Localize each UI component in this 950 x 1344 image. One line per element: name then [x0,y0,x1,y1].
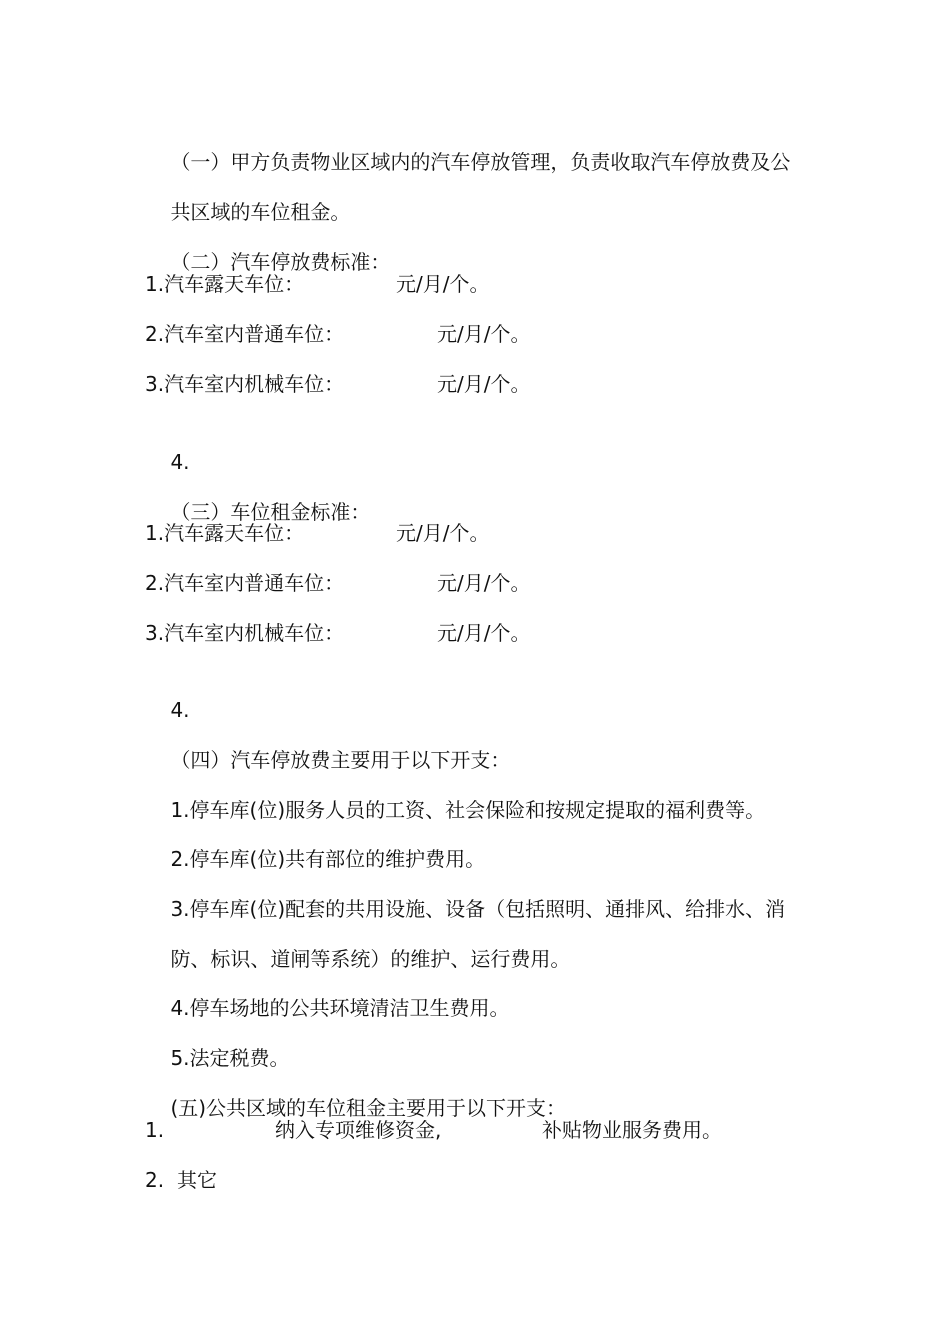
label: 1.汽车露天车位： [145,521,305,545]
unit: 元/月/个。 [437,372,531,396]
text-part-2: 补贴物业服务费用。 [542,1118,722,1142]
rent-indoor-mechanical [145,619,565,647]
label: 3.汽车室内机械车位： [145,372,345,396]
rent-use-item-1 [145,1116,785,1144]
text: 5.法定税费。 [170,1046,290,1070]
text: 1.停车库(位)服务人员的工资、社会保险和按规定提取的福利费等。 [170,798,766,822]
text: 共区域的车位租金。 [170,200,351,224]
label: 1.汽车露天车位： [145,272,305,296]
text: 4.停车场地的公共环境清洁卫生费用。 [170,996,510,1020]
text: 防、标识、道闸等系统）的维护、运行费用。 [170,947,571,971]
unit: 元/月/个。 [396,521,490,545]
text: 4. [170,450,190,474]
unit: 元/月/个。 [396,272,490,296]
rent-use-item-2 [145,1166,345,1194]
label: 2.汽车室内普通车位： [145,322,345,346]
fee-indoor-mechanical [145,370,565,398]
rent-open-air [145,519,565,547]
text-part-1: 纳入专项维修资金, [275,1118,442,1142]
text: （一）甲方负责物业区域内的汽车停放管理，负责收取汽车停放费及公 [170,150,791,174]
text: (五)公共区域的车位租金主要用于以下开支： [170,1096,567,1120]
text: 4. [170,698,190,722]
text: （二）汽车停放费标准： [170,250,391,274]
number: 1. [145,1118,165,1142]
unit: 元/月/个。 [437,621,531,645]
label: 3.汽车室内机械车位： [145,621,345,645]
text: 其它 [177,1168,217,1192]
unit: 元/月/个。 [437,322,531,346]
text: （四）汽车停放费主要用于以下开支： [170,748,511,772]
rent-indoor-normal [145,569,565,597]
number: 2. [145,1168,165,1192]
text: 2.停车库(位)共有部位的维护费用。 [170,847,486,871]
fee-open-air [145,270,565,298]
unit: 元/月/个。 [437,571,531,595]
fee-indoor-normal [145,320,565,348]
text: 3.停车库(位)配套的共用设施、设备（包括照明、通排风、给排水、消 [170,897,786,921]
text: （三）车位租金标准： [170,500,371,524]
label: 2.汽车室内普通车位： [145,571,345,595]
